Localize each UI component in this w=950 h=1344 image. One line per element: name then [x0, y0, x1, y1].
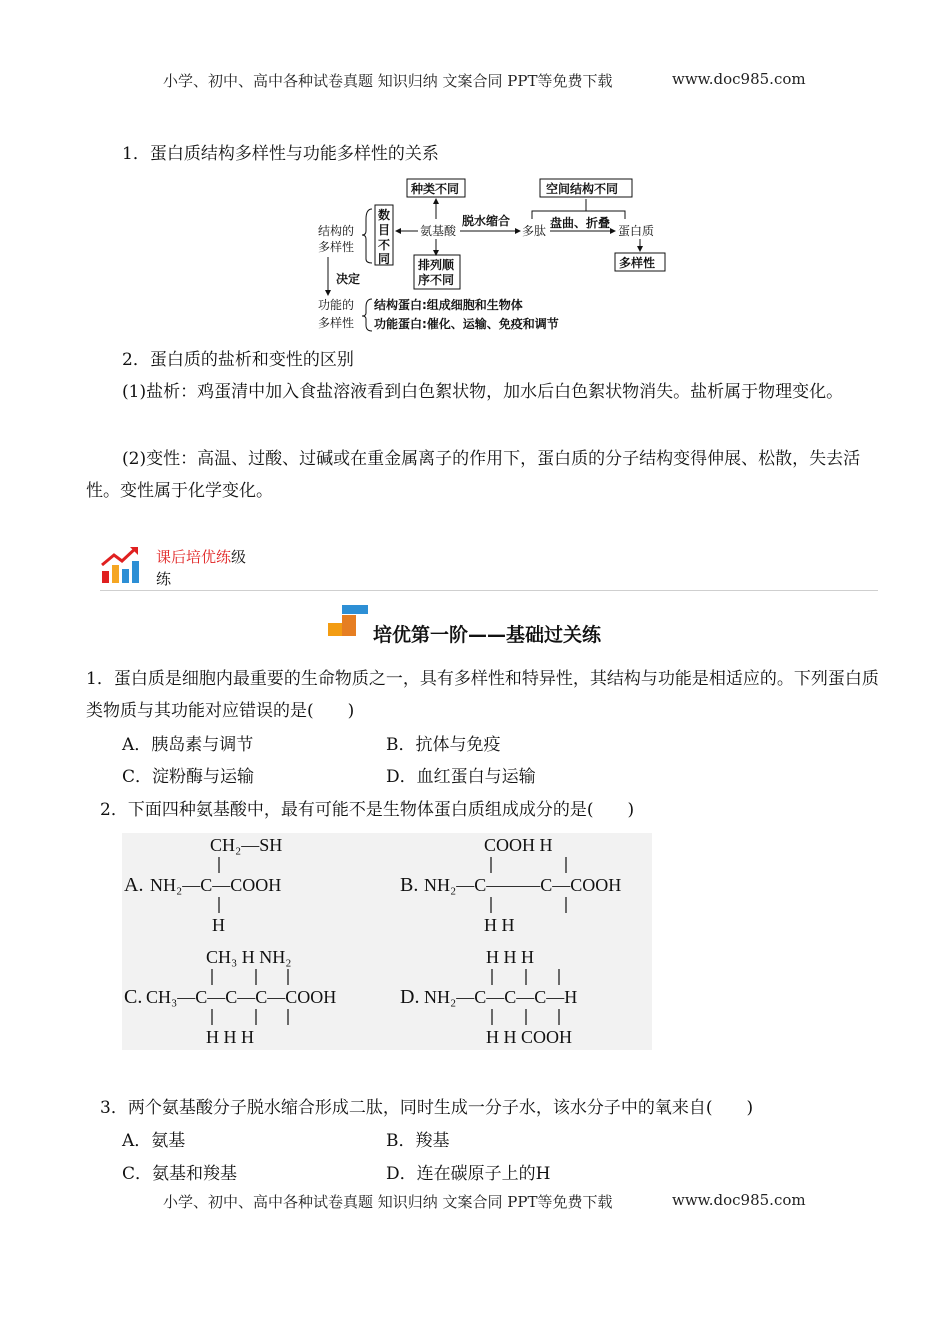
- denature-text: (2)变性：高温、过酸、过碱或在重金属离子的作用下，蛋白质的分子结构变得伸展、松散，失去活性。变性属于化学变化。: [86, 449, 861, 501]
- count-char-3: 不: [378, 238, 391, 252]
- structure-b-bottom: H H: [484, 915, 515, 935]
- struct-line2: 多样性: [318, 240, 355, 254]
- section-divider: [100, 590, 878, 591]
- count-char-1: 数: [378, 208, 391, 222]
- structure-a-main: NH₂—C—COOH: [150, 875, 282, 895]
- func-struct: 结构蛋白:组成细胞和生物体: [374, 298, 523, 312]
- section-label-red: 课后培优练: [156, 548, 232, 566]
- amino-acid-structures: [122, 833, 652, 1050]
- q1-option-d[interactable]: D．血红蛋白与运输: [386, 767, 536, 787]
- q3-stem: 3．两个氨基酸分子脱水缩合形成二肽，同时生成一分子水，该水分子中的氧来自( ): [100, 1098, 754, 1118]
- func-line1: 功能的: [318, 298, 355, 312]
- structure-b-top: COOH H: [484, 835, 553, 855]
- section-label-black: 级: [231, 548, 247, 566]
- structure-c[interactable]: [124, 947, 336, 1047]
- structure-d-bottom: H H COOH: [486, 1027, 573, 1047]
- structure-b[interactable]: [400, 835, 621, 935]
- level-title: 培优第一阶——基础过关练: [373, 624, 602, 646]
- footer-text: 小学、初中、高中各种试卷真题 知识归纳 文案合同 PPT等免费下载: [163, 1193, 613, 1211]
- fold-label: 盘曲、折叠: [550, 216, 611, 230]
- q1-option-a[interactable]: A．胰岛素与调节: [122, 735, 254, 755]
- section-label-line2: 练: [156, 570, 172, 588]
- q1-option-c[interactable]: C．淀粉酶与运输: [122, 767, 255, 787]
- structure-a-label: A.: [124, 874, 144, 896]
- diversity-label: 多样性: [619, 256, 656, 270]
- bar-chart-icon: [100, 545, 142, 585]
- structure-d[interactable]: [400, 947, 577, 1047]
- structure-a-top: CH₂—SH: [210, 835, 283, 855]
- order-line1: 排列顺: [418, 258, 455, 272]
- section-label: [156, 546, 246, 567]
- q3-option-b[interactable]: B．羧基: [386, 1131, 450, 1151]
- structure-c-label: C.: [124, 986, 143, 1008]
- count-char-4: 同: [378, 252, 391, 266]
- steps-icon: [328, 605, 370, 637]
- q3-option-a[interactable]: A．氨基: [122, 1131, 186, 1151]
- structure-a-bottom: H: [212, 915, 225, 935]
- func-func: 功能蛋白:催化、运输、免疫和调节: [374, 317, 559, 331]
- protein-label: 蛋白质: [618, 224, 655, 238]
- peptide-label: 多肽: [522, 224, 547, 238]
- space-diff-label: 空间结构不同: [546, 182, 619, 196]
- structure-b-label: B.: [400, 874, 419, 896]
- salting-text: (1)盐析：鸡蛋清中加入食盐溶液看到白色絮状物，加水后白色絮状物消失。盐析属于物理变化。: [122, 382, 844, 402]
- amino-label: 氨基酸: [420, 224, 457, 238]
- func-line2: 多样性: [318, 316, 355, 330]
- structure-a[interactable]: [124, 835, 282, 935]
- structure-d-top: H H H: [486, 947, 534, 967]
- q1-stem: 1．蛋白质是细胞内最重要的生命物质之一，具有多样性和特异性，其结构与功能是相适应的。下列蛋白质类物质与其功能对应错误的是( ): [86, 669, 879, 721]
- structure-c-top: CH₃ H NH₂: [206, 947, 292, 967]
- structure-d-label: D.: [400, 986, 420, 1008]
- point2-title: 2．蛋白质的盐析和变性的区别: [122, 350, 354, 370]
- count-char-2: 目: [378, 223, 391, 237]
- dehydration-label: 脱水缩合: [462, 214, 511, 228]
- structure-b-main: NH₂—C———C—COOH: [424, 875, 622, 895]
- type-diff-label: 种类不同: [411, 182, 460, 196]
- q3-option-c[interactable]: C．氨基和羧基: [122, 1164, 238, 1184]
- structure-d-main: NH₂—C—C—C—H: [424, 987, 578, 1007]
- header-url[interactable]: www.doc985.com: [672, 70, 806, 88]
- header-text: 小学、初中、高中各种试卷真题 知识归纳 文案合同 PPT等免费下载: [163, 72, 613, 90]
- structure-c-bottom: H H H: [206, 1027, 254, 1047]
- struct-line1: 结构的: [318, 224, 355, 238]
- q1-option-b[interactable]: B．抗体与免疫: [386, 735, 501, 755]
- decide-label: 决定: [336, 272, 361, 286]
- q3-option-d[interactable]: D．连在碳原子上的H: [386, 1164, 551, 1184]
- point1-title: 1．蛋白质结构多样性与功能多样性的关系: [122, 144, 439, 164]
- footer-url[interactable]: www.doc985.com: [672, 1191, 806, 1209]
- structure-c-main: CH₃—C—C—C—COOH: [146, 987, 337, 1007]
- order-line2: 序不同: [418, 273, 455, 287]
- q2-stem: 2．下面四种氨基酸中，最有可能不是生物体蛋白质组成成分的是( ): [100, 800, 635, 820]
- structure-function-diagram: [310, 175, 670, 335]
